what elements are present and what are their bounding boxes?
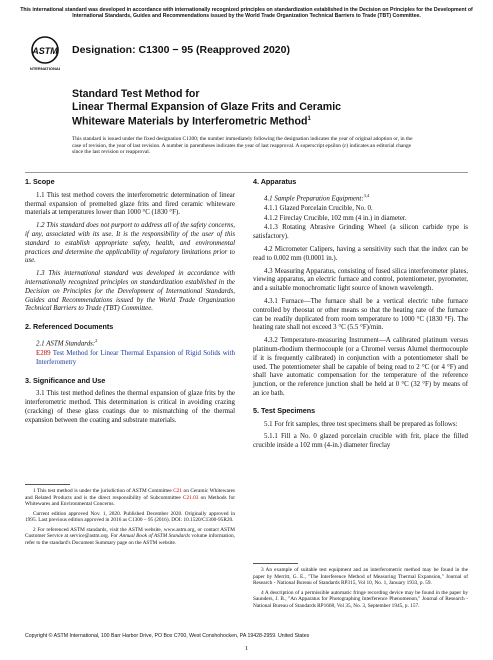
committee-c21-link[interactable]: C21: [173, 488, 183, 494]
section-scope-heading: 1. Scope: [25, 177, 55, 186]
copyright-footer: Copyright © ASTM International, 100 Barr Harbor Drive, PO Box C700, West Conshohocken, PA 19428-2959. United States: [25, 633, 310, 639]
apparatus-4-1: 4.1 Sample Preparation Equipment:$^{3,4}$: [264, 192, 370, 203]
svg-text:INTERNATIONAL: INTERNATIONAL: [30, 66, 60, 71]
apparatus-4-1-2: 4.1.2 Fireclay Crucible, 102 mm (4 in.) in diameter.: [264, 214, 407, 222]
footnote-1-edition: Current edition approved Nov. 1, 2020. Published December 2020. Originally approved in 1995. Last previous edition approved in 2016 as C1300 – 95 (2016). DOI: 10.1520/C1300-95R20.: [25, 510, 235, 523]
section-referenced-documents-heading: 2. Referenced Documents: [25, 322, 114, 332]
subcommittee-c21-03-link[interactable]: C21.03: [182, 494, 199, 501]
reference-title-link[interactable]: Test Method for Linear Thermal Expansion of Rigid Solids with Interferometry: [36, 350, 235, 366]
refs-2-1: 2.1 ASTM Standards:$^2$: [36, 337, 98, 348]
footnotes-right: [253, 563, 468, 612]
title-line-1: Standard Test Method for: [72, 88, 200, 100]
astm-logo: [30, 35, 60, 73]
specimens-5-1-1: 5.1.1 Fill a No. 0 glazed porcelain crucible with frit, place the filled crucible inside a 102 mm (4-in.) diameter fireclay: [253, 433, 468, 450]
section-significance-heading: 3. Significance and Use: [25, 375, 106, 385]
page-number: 1: [244, 645, 249, 652]
title-line-3: Whiteware Materials by Interferometric Method$^1$: [72, 115, 311, 128]
apparatus-4-3-2: 4.3.2 Temperature-measuring Instrument—A calibrated platinum versus platinum-rhodium thermocouple (or a Chromel versus Alumel thermocouple if it is frequently calibrated) in conjunction with a potentiometer shall be used. The potentiometer shall be capable of being read to 2 °C (or 4 °F) and shall have automatic compensation for the temperature of the reference junction, or the reference junction shall be held at 0 °C (32 °F) by means of an ice bath.: [253, 337, 468, 398]
footnote-divider-right: [253, 563, 298, 564]
scope-1-3: 1.3 This international standard was developed in accordance with internationally recognized principles on standardization established in the Decision on Principles for the Development of International Standards, Guides and Recommendations issued by the World Trade Organization Technical Barriers to Trade (TBT) Committee.: [25, 270, 235, 313]
apparatus-4-2: 4.2 Micrometer Calipers, having a sensitivity such that the index can be read to 0.002 mm (0.0001 in.).: [253, 246, 468, 262]
standard-notice: This international standard was developed in accordance with internationally recognized principles on standardization established in the Decision on Principles for the Development of International Standards, Guides and Recommendations issued by the World Trade Organization Technical Barriers to Trade (TBT) Committee.: [20, 7, 473, 20]
footnote-3: 3 An example of suitable test equipment and an interferometric method may be found in the paper by Merritt, G. E., "The Interference Method of Measuring Thermal Expansion," Journal of Research - National Bureau of Standards RP315, Vol 10, No. 1, January 1933, p. 59.: [253, 567, 468, 586]
right-column: [253, 178, 468, 455]
apparatus-4-3-1: 4.3.1 Furnace—The furnace shall be a vertical electric tube furnace controlled by rheostat or other means so that the heating rate of the furnace can be readily duplicated from room temperature to 1000 °C (1830 °F). The heating rate shall not exceed 3 °C (5.5 °F)/min.: [253, 298, 468, 332]
apparatus-4-1-1: 4.1.1 Glazed Porcelain Crucible, No. 0.: [264, 204, 373, 212]
svg-text:ASTM: ASTM: [32, 46, 58, 56]
designation: Designation: C1300 − 95 (Reapproved 2020): [72, 44, 290, 56]
footnotes: [25, 484, 235, 549]
reference-e289[interactable]: [25, 350, 235, 368]
left-column: [25, 178, 235, 430]
footnote-divider: [25, 484, 70, 485]
section-apparatus-heading: 4. Apparatus: [253, 177, 297, 186]
header-divider: [25, 172, 468, 173]
section-test-specimens-heading: 5. Test Specimens: [253, 405, 316, 415]
footnote-2: 2 For referenced ASTM standards, visit the ASTM website, www.astm.org, or contact ASTM Customer Service at service@astm.org. For Annual Book of ASTM Standards volume information, refer to the standard's Document Summary page on the ASTM website.: [25, 526, 235, 546]
specimens-5-1: 5.1 For frit samples, three test specimens shall be prepared as follows:: [264, 420, 458, 428]
reference-code-link[interactable]: E289: [36, 350, 51, 358]
significance-3-1: 3.1 This test method defines the thermal expansion of glaze frits by the interferometric method. This determination is critical in avoiding crazing (cracking) of these glass coatings due to mismatching of the thermal expansion between the coating and substrate materials.: [25, 390, 235, 424]
apparatus-4-1-3: 4.1.3 Rotating Abrasive Grinding Wheel (a silicon carbide type is satisfactory).: [253, 224, 468, 241]
title-line-2: Linear Thermal Expansion of Glaze Frits and Ceramic: [72, 100, 342, 113]
document-title: [72, 88, 402, 128]
scope-1-2: 1.2 This standard does not purport to address all of the safety concerns, if any, associated with its use. It is the responsibility of the user of this standard to establish appropriate safety, health, and environmental practices and determine the applicability of regulatory limitations prior to use.: [25, 222, 235, 265]
footnote-1: 1 This test method is under the jurisdiction of ASTM Committee C21 on Ceramic Whitewares and Related Products and is the direct responsibility of Subcommittee C21.03 on Methods for Whitewares and Environmental Concerns.: [25, 488, 235, 507]
standard-issuance-note: This standard is issued under the fixed designation C1300; the number immediately following the designation indicates the year of original adoption or, in the case of revision, the year of last revision. A number in parentheses indicates the year of last reapproval. A superscript epsilon (ε) indicates an editorial change since the last revision or reapproval.: [72, 136, 413, 156]
apparatus-4-3: 4.3 Measuring Apparatus, consisting of fused silica interferometer plates, viewing apparatus, an electric furnace and control, potentiometer, pyrometer, and a suitable monochromatic light source of known wavelength.: [253, 267, 468, 293]
scope-1-1: 1.1 This test method covers the interferometric determination of linear thermal expansion of premelted glaze frits and fired ceramic whiteware materials at temperatures lower than 1000 °C (1830 °F).: [25, 191, 235, 217]
footnote-4: 4 A description of a permissible automatic fringe recording device may be found in the paper by Saunders, J. B., "An Apparatus for Photographing Interference Phenomenon," Journal of Research - National Bureau of Standards RP1668, Vol 35, No. 3, September 1945, p. 157.: [253, 589, 468, 609]
